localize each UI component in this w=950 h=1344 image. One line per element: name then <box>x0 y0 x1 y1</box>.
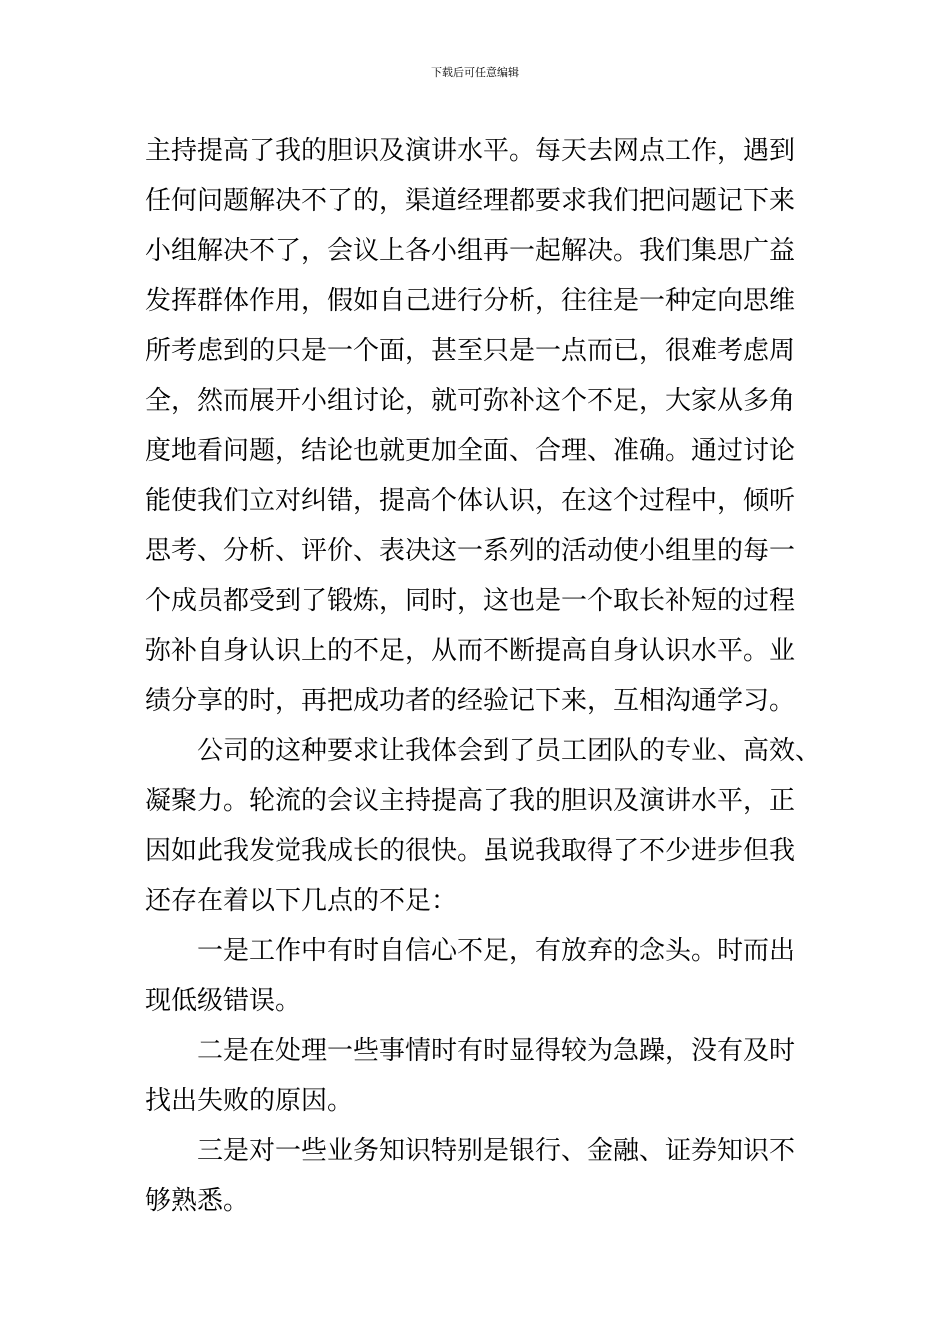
paragraph-start-line: 一是工作中有时自信心不足，有放弃的念头。时而出 <box>197 936 796 966</box>
text-line: 所考虑到的只是一个面，甚至只是一点而已，很难考虑周 <box>145 336 796 366</box>
text-line: 弥补自身认识上的不足，从而不断提高自身认识水平。业 <box>145 636 796 666</box>
text-line: 能使我们立对纠错，提高个体认识，在这个过程中，倾听 <box>145 486 796 516</box>
text-line: 找出失败的原因。 <box>145 1086 354 1116</box>
text-line: 因如此我发觉我成长的很快。虽说我取得了不少进步但我 <box>145 836 796 866</box>
text-line: 思考、分析、评价、表决这一系列的活动使小组里的每一 <box>145 536 796 566</box>
text-line: 个成员都受到了锻炼，同时，这也是一个取长补短的过程 <box>145 586 796 616</box>
text-line: 现低级错误。 <box>145 986 302 1016</box>
paragraph-start-line: 二是在处理一些事情时有时显得较为急躁，没有及时 <box>197 1036 796 1066</box>
document-body <box>145 126 835 1226</box>
text-line: 小组解决不了，会议上各小组再一起解决。我们集思广益 <box>145 236 796 266</box>
text-line: 任何问题解决不了的，渠道经理都要求我们把问题记下来 <box>145 186 796 216</box>
text-line: 主持提高了我的胆识及演讲水平。每天去网点工作，遇到 <box>145 136 796 166</box>
text-line: 还存在着以下几点的不足： <box>145 886 458 916</box>
paragraph-start-line: 三是对一些业务知识特别是银行、金融、证券知识不 <box>197 1136 796 1166</box>
text-line: 全，然而展开小组讨论，就可弥补这个不足，大家从多角 <box>145 386 796 416</box>
page-header: 下载后可任意编辑 <box>431 66 519 79</box>
text-line: 绩分享的时，再把成功者的经验记下来，互相沟通学习。 <box>145 686 796 716</box>
text-line: 凝聚力。轮流的会议主持提高了我的胆识及演讲水平，正 <box>145 786 796 816</box>
text-line: 度地看问题，结论也就更加全面、合理、准确。通过讨论 <box>145 436 796 466</box>
paragraph-start-line: 公司的这种要求让我体会到了员工团队的专业、高效、 <box>197 736 822 766</box>
text-line: 够熟悉。 <box>145 1186 250 1216</box>
text-line: 发挥群体作用，假如自己进行分析，往往是一种定向思维 <box>145 286 796 316</box>
